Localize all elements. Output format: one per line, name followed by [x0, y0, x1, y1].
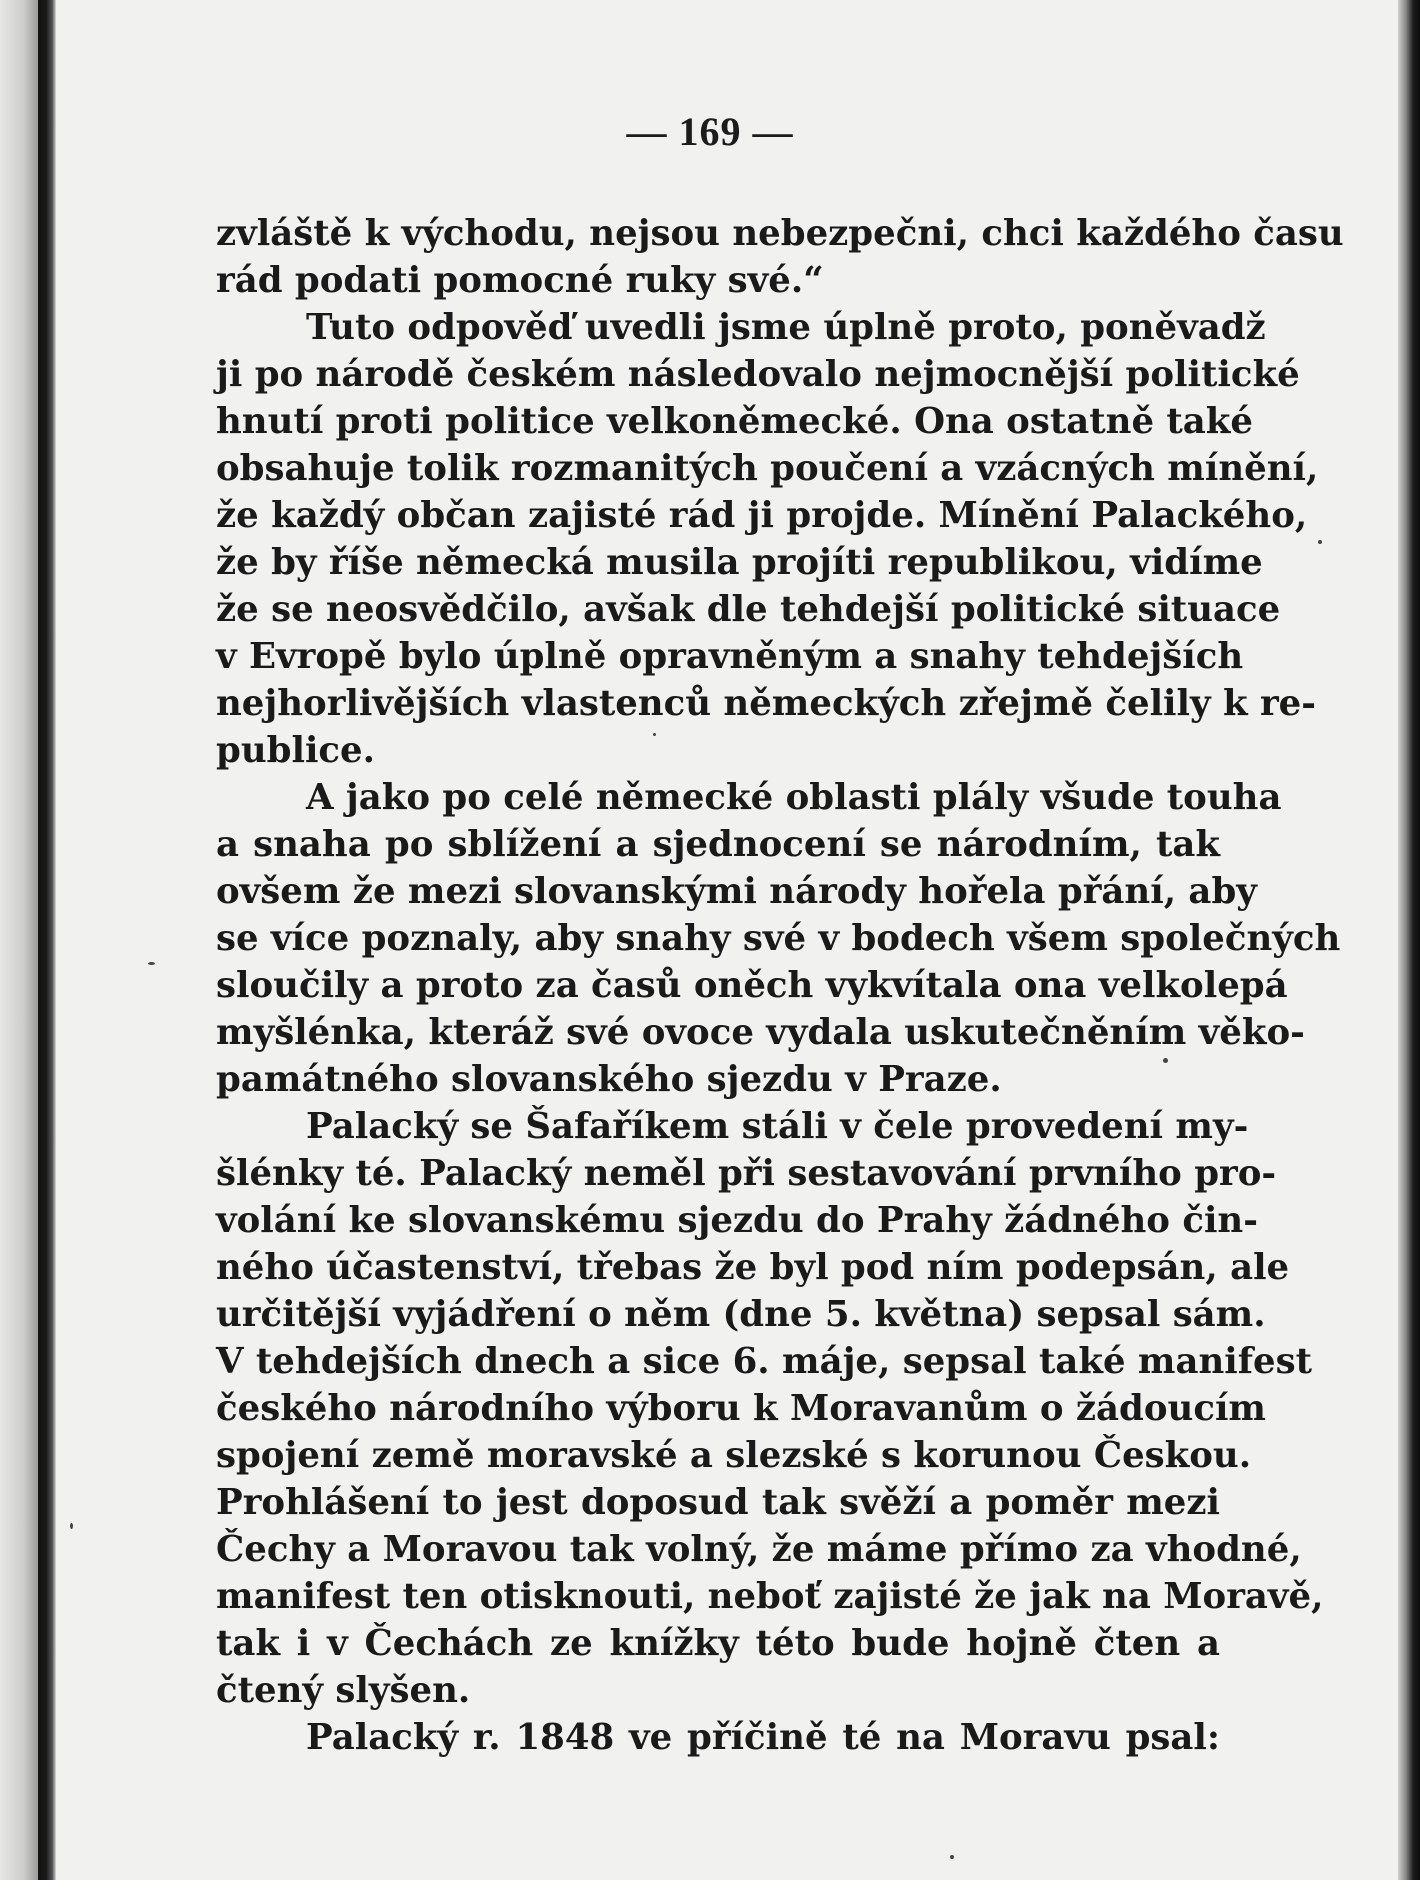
text-line: čtený slyšen.	[216, 1670, 471, 1711]
paragraph-first-line: Tuto odpověď uvedli jsme úplně proto, poněvadž	[306, 307, 1266, 348]
scan-speck	[950, 1855, 954, 1859]
text-line: Prohlášení to jest doposud tak svěží a poměr mezi	[216, 1482, 1220, 1523]
text-line: Čechy a Moravou tak volný, že máme přímo za vhodné,	[216, 1529, 1302, 1570]
text-line: zvláště k východu, nejsou nebezpečni, chci každého času	[216, 213, 1344, 254]
text-line: ovšem že mezi slovanskými národy hořela přání, aby	[216, 871, 1257, 912]
text-line: myšlénka, kteráž své ovoce vydala uskutečněním věko-	[216, 1012, 1305, 1053]
text-line: že každý občan zajisté rád ji projde. Mínění Palackého,	[216, 495, 1308, 536]
scan-speck	[1318, 540, 1322, 544]
text-line: šlénky té. Palacký neměl při sestavování prvního pro-	[216, 1153, 1277, 1194]
page-number: — 169 —	[626, 109, 794, 154]
text-line: sloučily a proto za časů oněch vykvítala ona velkolepá	[216, 965, 1288, 1006]
text-line: v Evropě bylo úplně opravněným a snahy tehdejších	[216, 636, 1244, 677]
facing-page-edge	[0, 0, 38, 1880]
text-line: se více poznaly, aby snahy své v bodech všem společných	[216, 918, 1341, 959]
text-line: určitější vyjádření o něm (dne 5. května) sepsal sám.	[216, 1294, 1266, 1335]
page-right-edge	[1398, 0, 1420, 1880]
scan-speck	[1163, 1058, 1168, 1063]
scan-speck	[148, 962, 155, 965]
text-line: manifest ten otisknouti, neboť zajisté že jak na Moravě,	[216, 1576, 1324, 1617]
paragraph-first-line: Palacký r. 1848 ve příčině té na Moravu psal:	[306, 1717, 1220, 1758]
text-line: rád podati pomocné ruky své.“	[216, 260, 824, 301]
text-line: tak i v Čechách ze knížky této bude hojně čten a	[216, 1623, 1220, 1664]
scan-speck	[653, 733, 656, 736]
text-line: a snaha po sblížení a sjednocení se národním, tak	[216, 824, 1220, 865]
text-line: památného slovanského sjezdu v Praze.	[216, 1059, 1002, 1100]
paragraph-first-line: A jako po celé německé oblasti plály všude touha	[306, 777, 1282, 818]
text-line: volání ke slovanskému sjezdu do Prahy žádného čin-	[216, 1200, 1258, 1241]
text-line: českého národního výboru k Moravanům o žádoucím	[216, 1388, 1266, 1429]
paragraph-first-line: Palacký se Šafaříkem stáli v čele provedení my-	[306, 1106, 1249, 1147]
text-line: V tehdejších dnech a sice 6. máje, sepsal také manifest	[216, 1341, 1313, 1382]
scan-speck	[70, 1523, 73, 1529]
text-line: publice.	[216, 730, 375, 771]
text-line: nejhorlivějších vlastenců německých zřejmě čelily k re-	[216, 683, 1316, 724]
book-spine-shadow	[38, 0, 56, 1880]
text-line: že se neosvědčilo, avšak dle tehdejší politické situace	[216, 589, 1281, 630]
body-text	[216, 210, 1344, 1761]
text-line: ji po národě českém následovalo nejmocnější politické	[216, 354, 1300, 395]
text-line: hnutí proti politice velkoněmecké. Ona ostatně také	[216, 401, 1253, 442]
text-line: obsahuje tolik rozmanitých poučení a vzácných mínění,	[216, 448, 1319, 489]
text-line: ného účastenství, třebas že byl pod ním podepsán, ale	[216, 1247, 1290, 1288]
text-line: že by říše německá musila projíti republikou, vidíme	[216, 542, 1263, 583]
text-line: spojení země moravské a slezské s korunou Českou.	[216, 1435, 1252, 1476]
